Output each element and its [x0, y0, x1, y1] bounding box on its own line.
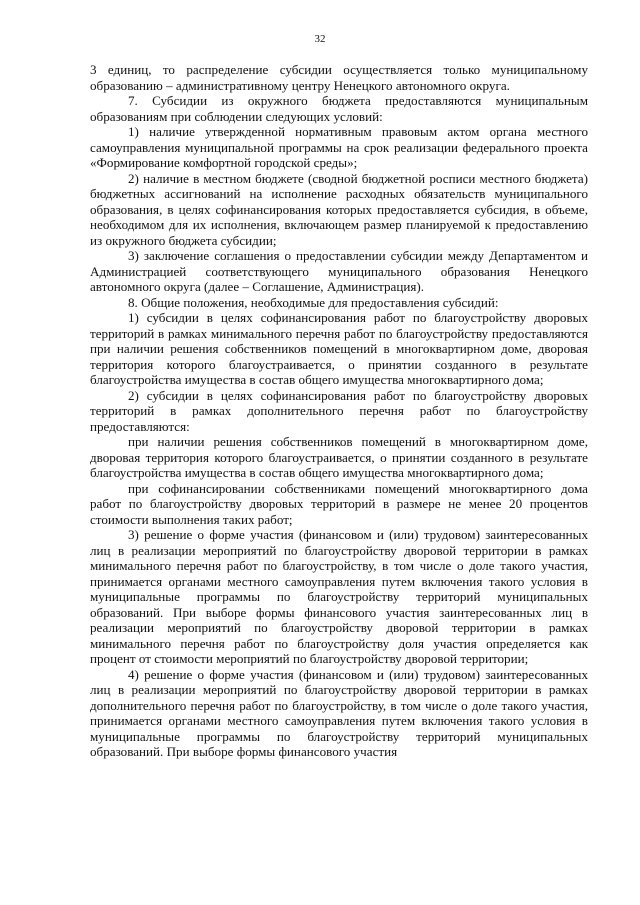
paragraph-clause-8-2: 2) субсидии в целях софинансирования работ по благоустройству дворовых территорий в рамках дополнительного перечня работ по благоустройству предоставляются:: [90, 387, 588, 434]
paragraph-clause-8-2-condition-b: при софинансировании собственниками помещений многоквартирного дома работ по благоустройству дворовых территорий в размере не менее 20 процентов стоимости выполнения таких работ;: [90, 480, 588, 527]
paragraph-clause-7: 7. Субсидии из окружного бюджета предоставляются муниципальным образованиям при соблюдении следующих условий:: [90, 93, 588, 124]
paragraph-clause-7-1: 1) наличие утвержденной нормативным правовым актом органа местного самоуправления муниципальной программы на срок реализации федерального проекта «Формирование комфортной городской среды»;: [90, 124, 588, 170]
paragraph-clause-8-4: 4) решение о форме участия (финансовом и (или) трудовом) заинтересованных лиц в реализации мероприятий по благоустройству дворовой территории в рамках дополнительного перечня работ по благоустройству, в том числе о доле такого участия, принимается органами местного самоуправления путем включения такого условия в муниципальные программы по благоустройству территорий муниципальных образований. При выборе формы финансового участия: [90, 666, 588, 759]
document-body: [90, 62, 588, 760]
paragraph-clause-8-3: 3) решение о форме участия (финансовом и (или) трудовом) заинтересованных лиц в реализации мероприятий по благоустройству дворовой территории в рамках минимального перечня работ по благоустройству, в том числе о доле такого участия, принимается органами местного самоуправления путем включения такого условия в муниципальные программы по благоустройству территорий муниципальных образований. При выборе формы финансового участия заинтересованных лиц в реализации мероприятий по благоустройству дворовой территории в рамках минимального перечня работ по благоустройству доля участия определяется как процент от стоимости мероприятий по благоустройству дворовой территории;: [90, 527, 588, 666]
page-number: 32: [314, 33, 326, 45]
paragraph-clause-8-2-condition-a: при наличии решения собственников помещений в многоквартирном доме, дворовая территория которого благоустраивается, о принятии созданного в результате благоустройства имущества в состав общего имущества многоквартирного дома;: [90, 434, 588, 480]
paragraph-clause-8: 8. Общие положения, необходимые для предоставления субсидий:: [128, 294, 499, 310]
paragraph-clause-8-1: 1) субсидии в целях софинансирования работ по благоустройству дворовых территорий в рамках минимального перечня работ по благоустройству предоставляются при наличии решения собственников помещений в многоквартирном доме, дворовая территория которого благоустраивается, о принятии созданного в результате благоустройства имущества в состав общего имущества многоквартирного дома;: [90, 310, 588, 387]
paragraph-continuation: 3 единиц, то распределение субсидии осуществляется только муниципальному образованию – административному центру Ненецкого автономного округа.: [90, 62, 588, 93]
paragraph-clause-7-2: 2) наличие в местном бюджете (сводной бюджетной росписи местного бюджета) бюджетных ассигнований на исполнение расходных обязательств муниципального образования, в целях софинансирования которых предоставляется субсидия, в объеме, необходимом для их исполнения, включающем размер планируемой к предоставлению из окружного бюджета субсидии;: [90, 170, 588, 248]
paragraph-clause-7-3: 3) заключение соглашения о предоставлении субсидии между Департаментом и Администрацией соответствующего муниципального образования Ненецкого автономного округа (далее – Соглашение, Администрация).: [90, 248, 588, 294]
